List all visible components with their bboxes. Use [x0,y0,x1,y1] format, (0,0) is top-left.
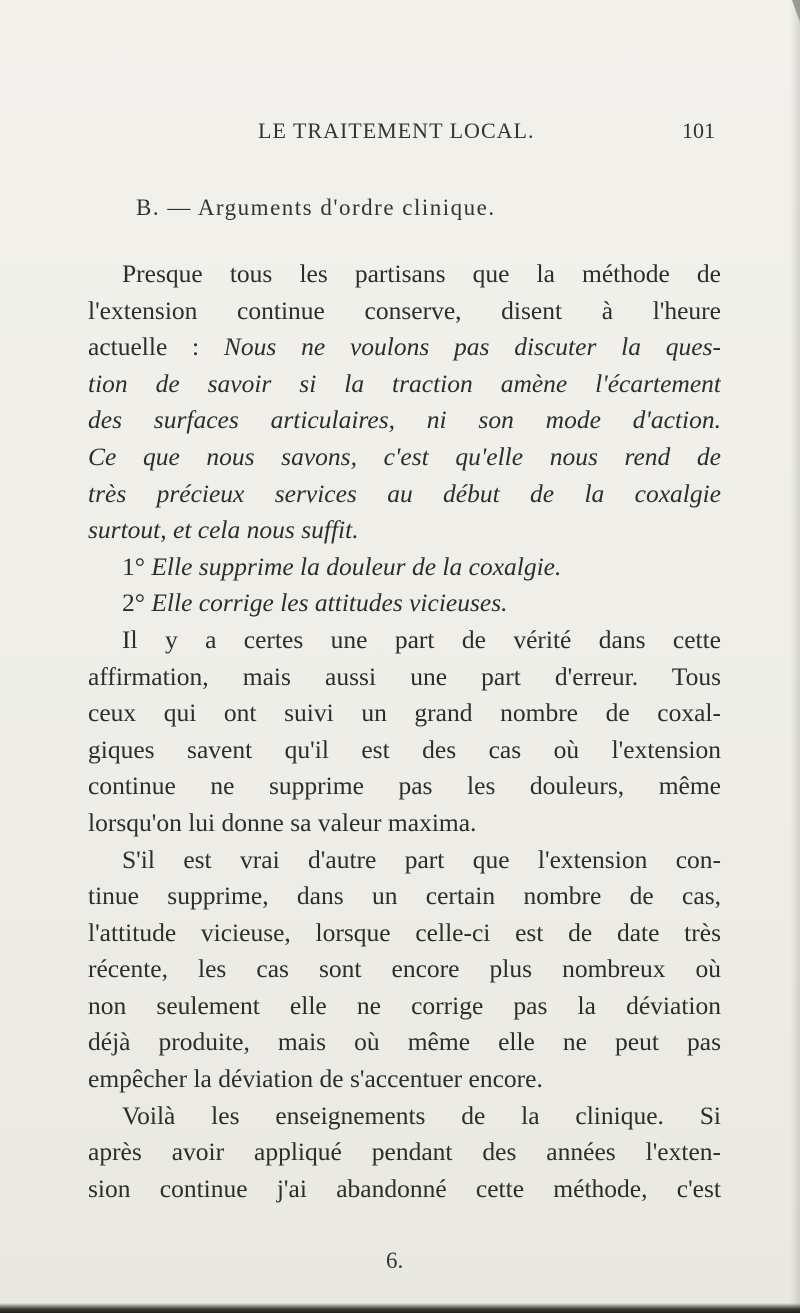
text-line [88,585,721,622]
running-head [0,118,800,148]
text-line: affirmation, mais aussi une part d'erreur. Tous [88,661,721,691]
text-line: sion continue j'ai abandonné cette méthode, c'est [88,1173,721,1203]
text-line: surtout, et cela nous suffit. [88,515,359,545]
text-line: récente, les cas sont encore plus nombreux où [88,954,721,984]
text-line [88,549,721,586]
text-line-normal: 2° [122,588,152,618]
text-line: très précieux services au début de la coxalgie [88,478,721,508]
text-line: empêcher la déviation de s'accentuer encore. [88,1064,543,1094]
page-edge-shadow [790,0,800,1313]
bottom-edge-shadow [0,1303,800,1313]
section-heading: B. — Arguments d'ordre clinique. [136,195,496,220]
text-line: l'extension continue conserve, disent à l'heure [88,295,721,325]
body-text [88,256,721,1207]
text-line: tinue supprime, dans un certain nombre de cas, [88,881,721,911]
text-line: Voilà les enseignements de la clinique. Si [122,1100,721,1130]
text-line: Il y a certes une part de vérité dans cette [122,624,721,654]
text-line: lorsqu'on lui donne sa valeur maxima. [88,807,477,837]
text-line: non seulement elle ne corrige pas la déviation [88,990,721,1020]
text-line: Presque tous les partisans que la méthode de [122,259,721,288]
text-line: déjà produite, mais où même elle ne peut pas [88,1027,721,1057]
corner-mark [792,0,800,22]
text-line: l'attitude vicieuse, lorsque celle-ci est de date très [88,917,721,947]
text-line: des surfaces articulaires, ni son mode d'action. [88,405,721,435]
text-line: après avoir appliqué pendant des années l'exten- [88,1137,721,1167]
text-line-normal: 1° [122,551,152,581]
text-line: ceux qui ont suivi un grand nombre de coxal- [88,698,721,728]
text-line: Ce que nous savons, c'est qu'elle nous rend de [88,441,721,471]
text-line: tion de savoir si la traction amène l'écartement [88,368,721,398]
text-line-italic: Elle corrige les attitudes vicieuses. [151,588,508,618]
text-line: giques savent qu'il est des cas où l'extension [88,734,721,764]
text-line-normal: actuelle : [88,332,224,362]
text-line [88,329,721,366]
text-line-italic: Elle supprime la douleur de la coxalgie. [151,551,562,581]
text-line-italic: Nous ne voulons pas discuter la ques- [223,332,721,362]
text-line: S'il est vrai d'autre part que l'extension con- [122,844,721,874]
signature-mark: 6. [386,1248,404,1273]
text-line: continue ne supprime pas les douleurs, même [88,771,721,801]
running-title: LE TRAITEMENT LOCAL. [258,118,535,143]
page-number: 101 [682,118,715,143]
